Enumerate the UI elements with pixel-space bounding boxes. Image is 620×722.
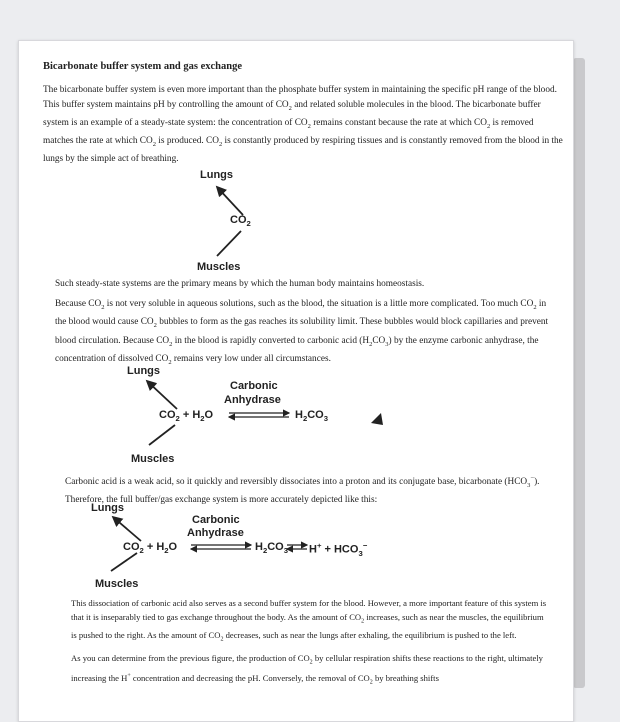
diagram2-enzyme-label-line2: Anhydrase [224, 394, 281, 406]
diagram3-arrow-to-lungs [113, 517, 141, 541]
paragraph-gas-exchange: This dissociation of carbonic acid also serves as a second buffer system for the blood. However, a more important feature of this system is that it is inseparably tied to gas exchange throughout the body. As the amount of $CO_2$ increases, such as near the muscles, the equilibrium is pushed to the right. As the amount of $CO_2$ decreases, such as near the lungs after exhaling, the equilibrium is pushed to the left. [71, 598, 547, 643]
diagram2-muscles-label: Muscles [131, 453, 175, 465]
cursor-pointer-icon [371, 413, 383, 425]
diagram3-line-from-muscles [111, 553, 137, 571]
paragraph-respiration: As you can determine from the previous figure, the production of $CO_2$ by cellular respiration shifts these reactions to the right, ultimately increasing the H+ concentration and decreasing the pH. Conversely, the removal of $CO_2$ by breathing shifts [71, 653, 543, 686]
section-heading: Bicarbonate buffer system and gas exchange [43, 61, 243, 72]
diagram1-co2-label: $CO_2$ [230, 214, 251, 229]
paragraph-carbonic-acid: Carbonic acid is a weak acid, so it quickly and reversibly dissociates into a proton and its conjugate base, bicarbonate $(HCO_3^-)$. Therefore, the full buffer/gas exchange system is more accurately depicted like this: [65, 475, 540, 505]
diagram2-lungs-label: Lungs [127, 365, 160, 377]
diagram2-arrow-to-lungs [147, 381, 177, 409]
paragraph-solubility: Because $CO_2$ is not very soluble in aqueous solutions, such as the blood, the situation is a little more complicated. Too much $CO_2$ in the blood would cause $CO_2$ bubbles to form as the gas reaches its solubility limit. These bubbles would block capillaries and prevent blood circulation. Because $CO_2$ in the blood is rapidly converted to carbonic acid $(H_2CO_3)$ by the enzyme carbonic anhydrase, the concentration of dissolved $CO_2$ remains very low under all circumstances. [55, 299, 549, 366]
diagram3-enzyme-label-line2: Anhydrase [187, 527, 244, 539]
diagram3-enzyme-label-line1: Carbonic [192, 514, 240, 526]
diagram3-muscles-label: Muscles [95, 578, 139, 590]
document-page [18, 40, 574, 722]
diagram3-reactants: $CO_2 + H_2O$ [123, 541, 178, 556]
scrollbar[interactable] [573, 58, 585, 688]
paragraph-intro: The bicarbonate buffer system is even more important than the phosphate buffer system in maintaining the specific pH range of the blood. This buffer system maintains pH by controlling the amount of $CO_2$ and related soluble molecules in the blood. The bicarbonate buffer system is an example of a steady-state system: the concentration of $CO_2$ remains constant because the rate at which $CO_2$ is removed matches the rate at which $CO_2$ is produced. $CO_2$ is constantly produced by respiring tissues and is constantly removed from the blood in the lungs by the simple act of breathing. [43, 85, 563, 164]
diagram1-lungs-label: Lungs [200, 169, 233, 181]
diagram2-enzyme-label-line1: Carbonic [230, 380, 278, 392]
diagram3-carbonic-acid: $H_2CO_3$ [255, 541, 289, 556]
diagram1-muscles-label: Muscles [197, 261, 241, 273]
diagram1-line-from-muscles [217, 231, 241, 256]
diagram3-lungs-label: Lungs [91, 502, 124, 514]
diagram1-arrow-to-lungs [217, 187, 243, 215]
diagram-arrows [19, 41, 573, 721]
diagram2-product: $H_2CO_3$ [295, 409, 329, 424]
diagram3-products: $H^+ + HCO_3^-$ [309, 541, 368, 558]
paragraph-homeostasis: Such steady-state systems are the primary means by which the human body maintains homeostasis. [55, 279, 425, 289]
diagram2-reactants: $CO_2 + H_2O$ [159, 409, 214, 424]
diagram2-line-from-muscles [149, 425, 175, 445]
